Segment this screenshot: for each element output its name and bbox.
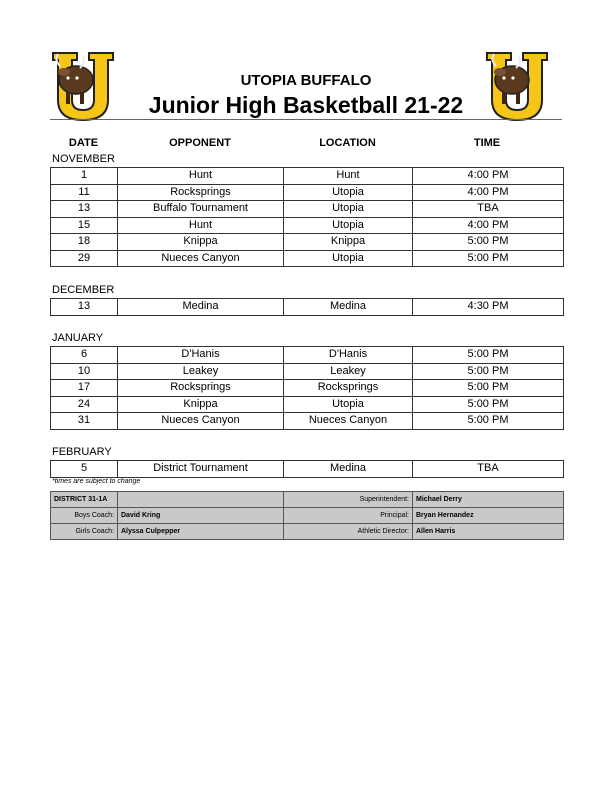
game-time: 5:00 PM: [413, 396, 564, 413]
game-opponent: Knippa: [118, 396, 284, 413]
game-date: 5: [51, 461, 118, 478]
game-location: D'Hanis: [284, 347, 413, 364]
game-opponent: Leakey: [118, 363, 284, 380]
principal-name: Bryan Hernandez: [413, 508, 564, 524]
game-time: 5:00 PM: [413, 347, 564, 364]
title-divider: [50, 119, 562, 120]
game-time: 5:00 PM: [413, 380, 564, 397]
game-location: Medina: [284, 299, 413, 316]
header-time: TIME: [473, 137, 501, 149]
table-row: [51, 413, 564, 430]
table-row: [51, 234, 564, 251]
game-opponent: District Tournament: [118, 461, 284, 478]
athletic-director-label: Athletic Director:: [284, 524, 413, 540]
table-row: [51, 363, 564, 380]
game-opponent: Knippa: [118, 234, 284, 251]
game-opponent: Nueces Canyon: [118, 413, 284, 430]
girls-coach-name: Alyssa Culpepper: [118, 524, 284, 540]
principal-label: Principal:: [284, 508, 413, 524]
table-row: [51, 461, 564, 478]
table-row: [51, 250, 564, 267]
girls-coach-label: Girls Coach:: [51, 524, 118, 540]
month-label: FEBRUARY: [52, 446, 112, 458]
game-opponent: Rocksprings: [118, 184, 284, 201]
boys-coach-name: David Kring: [118, 508, 284, 524]
game-date: 10: [51, 363, 118, 380]
game-time: 4:00 PM: [413, 184, 564, 201]
schedule-table: [50, 167, 564, 267]
game-date: 18: [51, 234, 118, 251]
table-row: [51, 347, 564, 364]
game-time: 5:00 PM: [413, 413, 564, 430]
game-date: 13: [51, 299, 118, 316]
page-title: Junior High Basketball 21-22: [148, 92, 464, 118]
game-date: 1: [51, 168, 118, 185]
athletic-director-name: Allen Harris: [413, 524, 564, 540]
staff-row: [51, 492, 564, 508]
staff-row: [51, 524, 564, 540]
game-opponent: Medina: [118, 299, 284, 316]
game-time: 5:00 PM: [413, 234, 564, 251]
game-location: Utopia: [284, 250, 413, 267]
header-opponent: OPPONENT: [169, 137, 231, 149]
game-location: Leakey: [284, 363, 413, 380]
game-location: Knippa: [284, 234, 413, 251]
column-headers: [50, 137, 562, 151]
game-location: Utopia: [284, 201, 413, 218]
game-time: 5:00 PM: [413, 363, 564, 380]
game-location: Nueces Canyon: [284, 413, 413, 430]
table-row: [51, 201, 564, 218]
month-label: DECEMBER: [52, 284, 115, 296]
game-opponent: Hunt: [118, 168, 284, 185]
month-label: JANUARY: [52, 332, 104, 344]
game-location: Medina: [284, 461, 413, 478]
game-date: 17: [51, 380, 118, 397]
schedule-table: [50, 460, 564, 478]
game-opponent: Rocksprings: [118, 380, 284, 397]
month-label: NOVEMBER: [52, 153, 115, 165]
schedule-note: *times are subject to change: [52, 478, 141, 485]
boys-coach-label: Boys Coach:: [51, 508, 118, 524]
game-date: 15: [51, 217, 118, 234]
game-date: 6: [51, 347, 118, 364]
game-time: 4:00 PM: [413, 168, 564, 185]
game-location: Utopia: [284, 217, 413, 234]
schedule-table: [50, 298, 564, 316]
table-row: [51, 217, 564, 234]
game-date: 29: [51, 250, 118, 267]
game-location: Utopia: [284, 396, 413, 413]
game-opponent: D'Hanis: [118, 347, 284, 364]
game-time: 4:00 PM: [413, 217, 564, 234]
game-location: Rocksprings: [284, 380, 413, 397]
schedule-table: [50, 346, 564, 430]
game-date: 13: [51, 201, 118, 218]
table-row: [51, 184, 564, 201]
game-time: 4:30 PM: [413, 299, 564, 316]
table-row: [51, 299, 564, 316]
table-row: [51, 396, 564, 413]
game-opponent: Hunt: [118, 217, 284, 234]
game-opponent: Nueces Canyon: [118, 250, 284, 267]
empty-cell: [118, 492, 284, 508]
header-location: LOCATION: [319, 137, 376, 149]
game-location: Hunt: [284, 168, 413, 185]
game-location: Utopia: [284, 184, 413, 201]
game-time: 5:00 PM: [413, 250, 564, 267]
school-name: UTOPIA BUFFALO: [240, 72, 372, 89]
staff-row: [51, 508, 564, 524]
header-date: DATE: [68, 137, 99, 149]
district-label: DISTRICT 31-1A: [51, 492, 118, 508]
game-time: TBA: [413, 461, 564, 478]
game-date: 31: [51, 413, 118, 430]
superintendent-name: Michael Derry: [413, 492, 564, 508]
game-date: 24: [51, 396, 118, 413]
table-row: [51, 168, 564, 185]
game-date: 11: [51, 184, 118, 201]
superintendent-label: Superintendent:: [284, 492, 413, 508]
staff-table: [50, 491, 564, 540]
table-row: [51, 380, 564, 397]
game-opponent: Buffalo Tournament: [118, 201, 284, 218]
game-time: TBA: [413, 201, 564, 218]
